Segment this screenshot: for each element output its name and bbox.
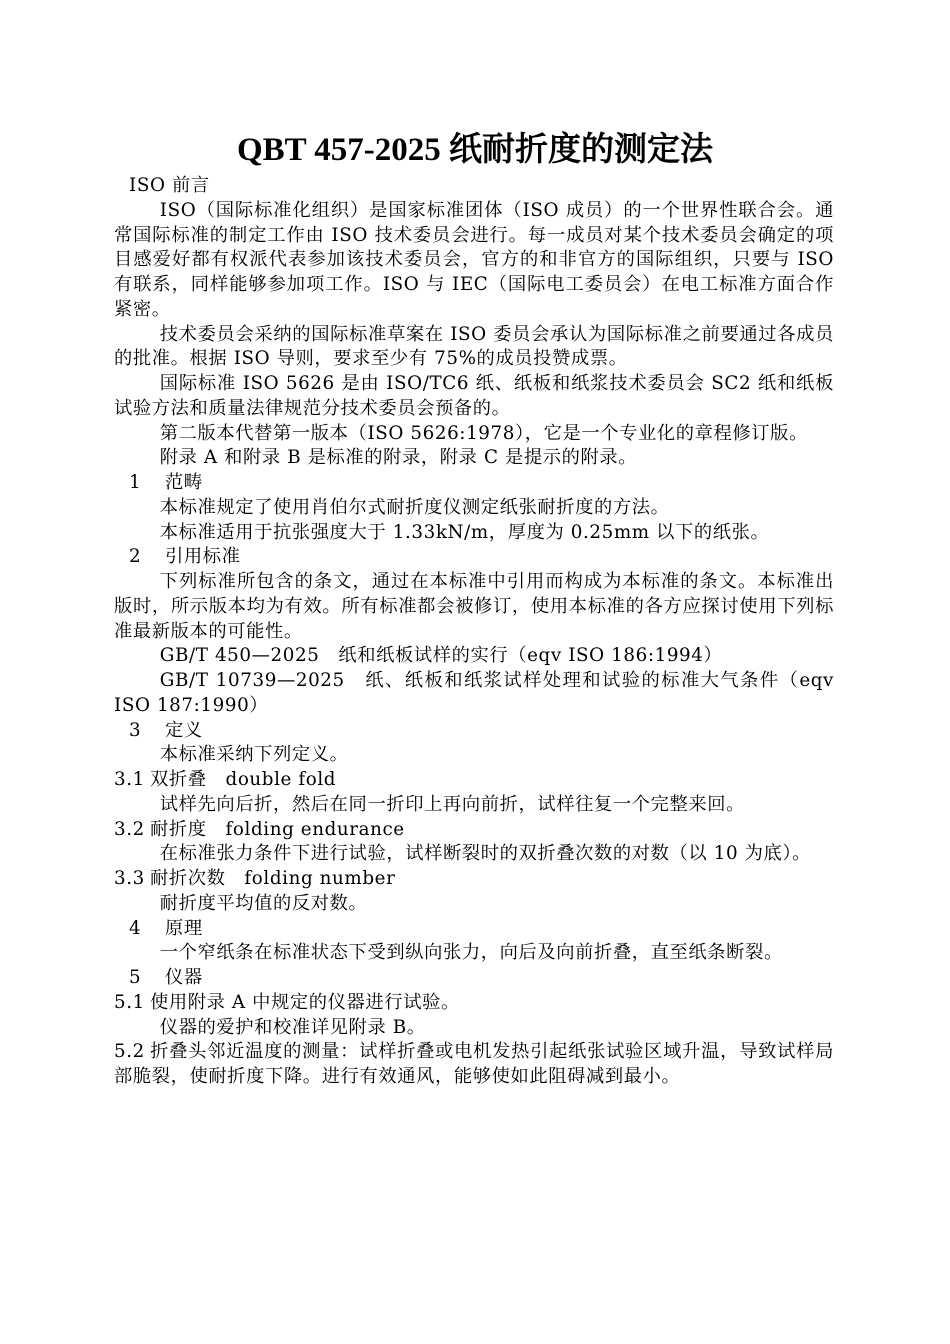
section-number: 5 xyxy=(129,967,142,988)
body-paragraph: 在标准张力条件下进行试验，试样断裂时的双折叠次数的对数（以 10 为底）。 xyxy=(159,843,811,865)
section-number: 1 xyxy=(129,472,142,493)
section-number: 4 xyxy=(129,917,142,939)
subsection-heading xyxy=(114,768,834,793)
reference-entry: GB/T 450—2025 纸和纸板试样的实行（eqv ISO 186:1994） xyxy=(159,645,723,667)
clause-text: 折叠头邻近温度的测量：试样折叠或电机发热引起纸张试验区域升温，导致试样局部脆裂，使耐折度下降。进行有效通风，能够使如此阻碍减到最小。 xyxy=(114,1041,834,1087)
section-title: 原理 xyxy=(165,917,203,939)
subsection-title: 耐折度 folding endurance xyxy=(150,818,405,840)
clause xyxy=(114,991,834,1016)
foreword-paragraph: 国际标准 ISO 5626 是由 ISO/TC6 纸、纸板和纸浆技术委员会 SC2 纸和纸板试验方法和质量法律规范分技术委员会预备的。 xyxy=(114,373,834,419)
foreword-paragraph: ISO（国际标准化组织）是国家标准团体（ISO 成员）的一个世界性联合会。通常国际标准的制定工作由 ISO 技术委员会进行。每一成员对某个技术委员会确定的项目感爱好都有权派代表参加该技术委员会，官方的和非官方的国际组织，只要与 ISO 有联系，同样能够参加项工作。ISO 与 IEC（国际电工委员会）在电工标准方面合作紧密。 xyxy=(114,199,834,320)
clause-number: 5.2 xyxy=(114,1041,145,1063)
body-paragraph: 一个窄纸条在标准状态下受到纵向张力，向后及向前折叠，直至纸条断裂。 xyxy=(159,942,783,964)
foreword-paragraph: 技术委员会采纳的国际标准草案在 ISO 委员会承认为国际标准之前要通过各成员的批准。根据 ISO 导则，要求至少有 75%的成员投赞成票。 xyxy=(114,323,834,370)
body-paragraph: 本标准适用于抗张强度大于 1.33kN/m，厚度为 0.25mm 以下的纸张。 xyxy=(159,521,770,543)
body-paragraph: 仪器的爱护和校准详见附录 B。 xyxy=(159,1016,426,1038)
section-title: 仪器 xyxy=(165,967,203,988)
section-heading xyxy=(114,471,834,496)
foreword-paragraph: 附录 A 和附录 B 是标准的附录，附录 C 是提示的附录。 xyxy=(159,447,638,469)
section-title: 定义 xyxy=(165,719,203,741)
section-number: 2 xyxy=(129,546,142,568)
section-heading xyxy=(114,966,834,991)
subsection-heading xyxy=(114,867,834,892)
document-title: QBT 457-2025 纸耐折度的测定法 xyxy=(236,132,714,168)
section-heading xyxy=(114,719,834,744)
clause-number: 5.1 xyxy=(114,991,145,1013)
body-paragraph: 试样先向后折，然后在同一折印上再向前折，试样往复一个完整来回。 xyxy=(159,793,746,815)
subsection-heading xyxy=(114,818,834,843)
body-paragraph: 下列标准所包含的条文，通过在本标准中引用而构成为本标准的条文。本标准出版时，所示版本均为有效。所有标准都会被修订，使用本标准的各方应探讨使用下列标准最新版本的可能性。 xyxy=(114,571,834,642)
subsection-title: 耐折次数 folding number xyxy=(150,868,396,889)
subsection-number: 3.1 xyxy=(114,769,145,790)
document-body xyxy=(114,174,834,1090)
section-title: 范畴 xyxy=(165,472,203,493)
clause-text: 使用附录 A 中规定的仪器进行试验。 xyxy=(150,991,460,1013)
section-title: 引用标准 xyxy=(165,546,241,568)
body-paragraph: 本标准规定了使用肖伯尔式耐折度仪测定纸张耐折度的方法。 xyxy=(159,496,670,518)
section-heading xyxy=(114,917,834,942)
foreword-paragraph: 第二版本代替第一版本（ISO 5626:1978），它是一个专业化的章程修订版。 xyxy=(159,422,808,444)
subsection-title: 双折叠 double fold xyxy=(150,769,337,790)
section-number: 3 xyxy=(129,719,142,741)
clause xyxy=(114,1040,834,1090)
subsection-number: 3.3 xyxy=(114,868,145,889)
reference-entry: GB/T 10739—2025 纸、纸板和纸浆试样处理和试验的标准大气条件（eqv ISO 187:1990） xyxy=(114,670,834,716)
body-paragraph: 本标准采纳下列定义。 xyxy=(159,744,349,766)
section-heading xyxy=(114,545,834,570)
foreword-heading: ISO 前言 xyxy=(129,175,210,196)
body-paragraph: 耐折度平均值的反对数。 xyxy=(159,892,368,914)
subsection-number: 3.2 xyxy=(114,818,145,840)
